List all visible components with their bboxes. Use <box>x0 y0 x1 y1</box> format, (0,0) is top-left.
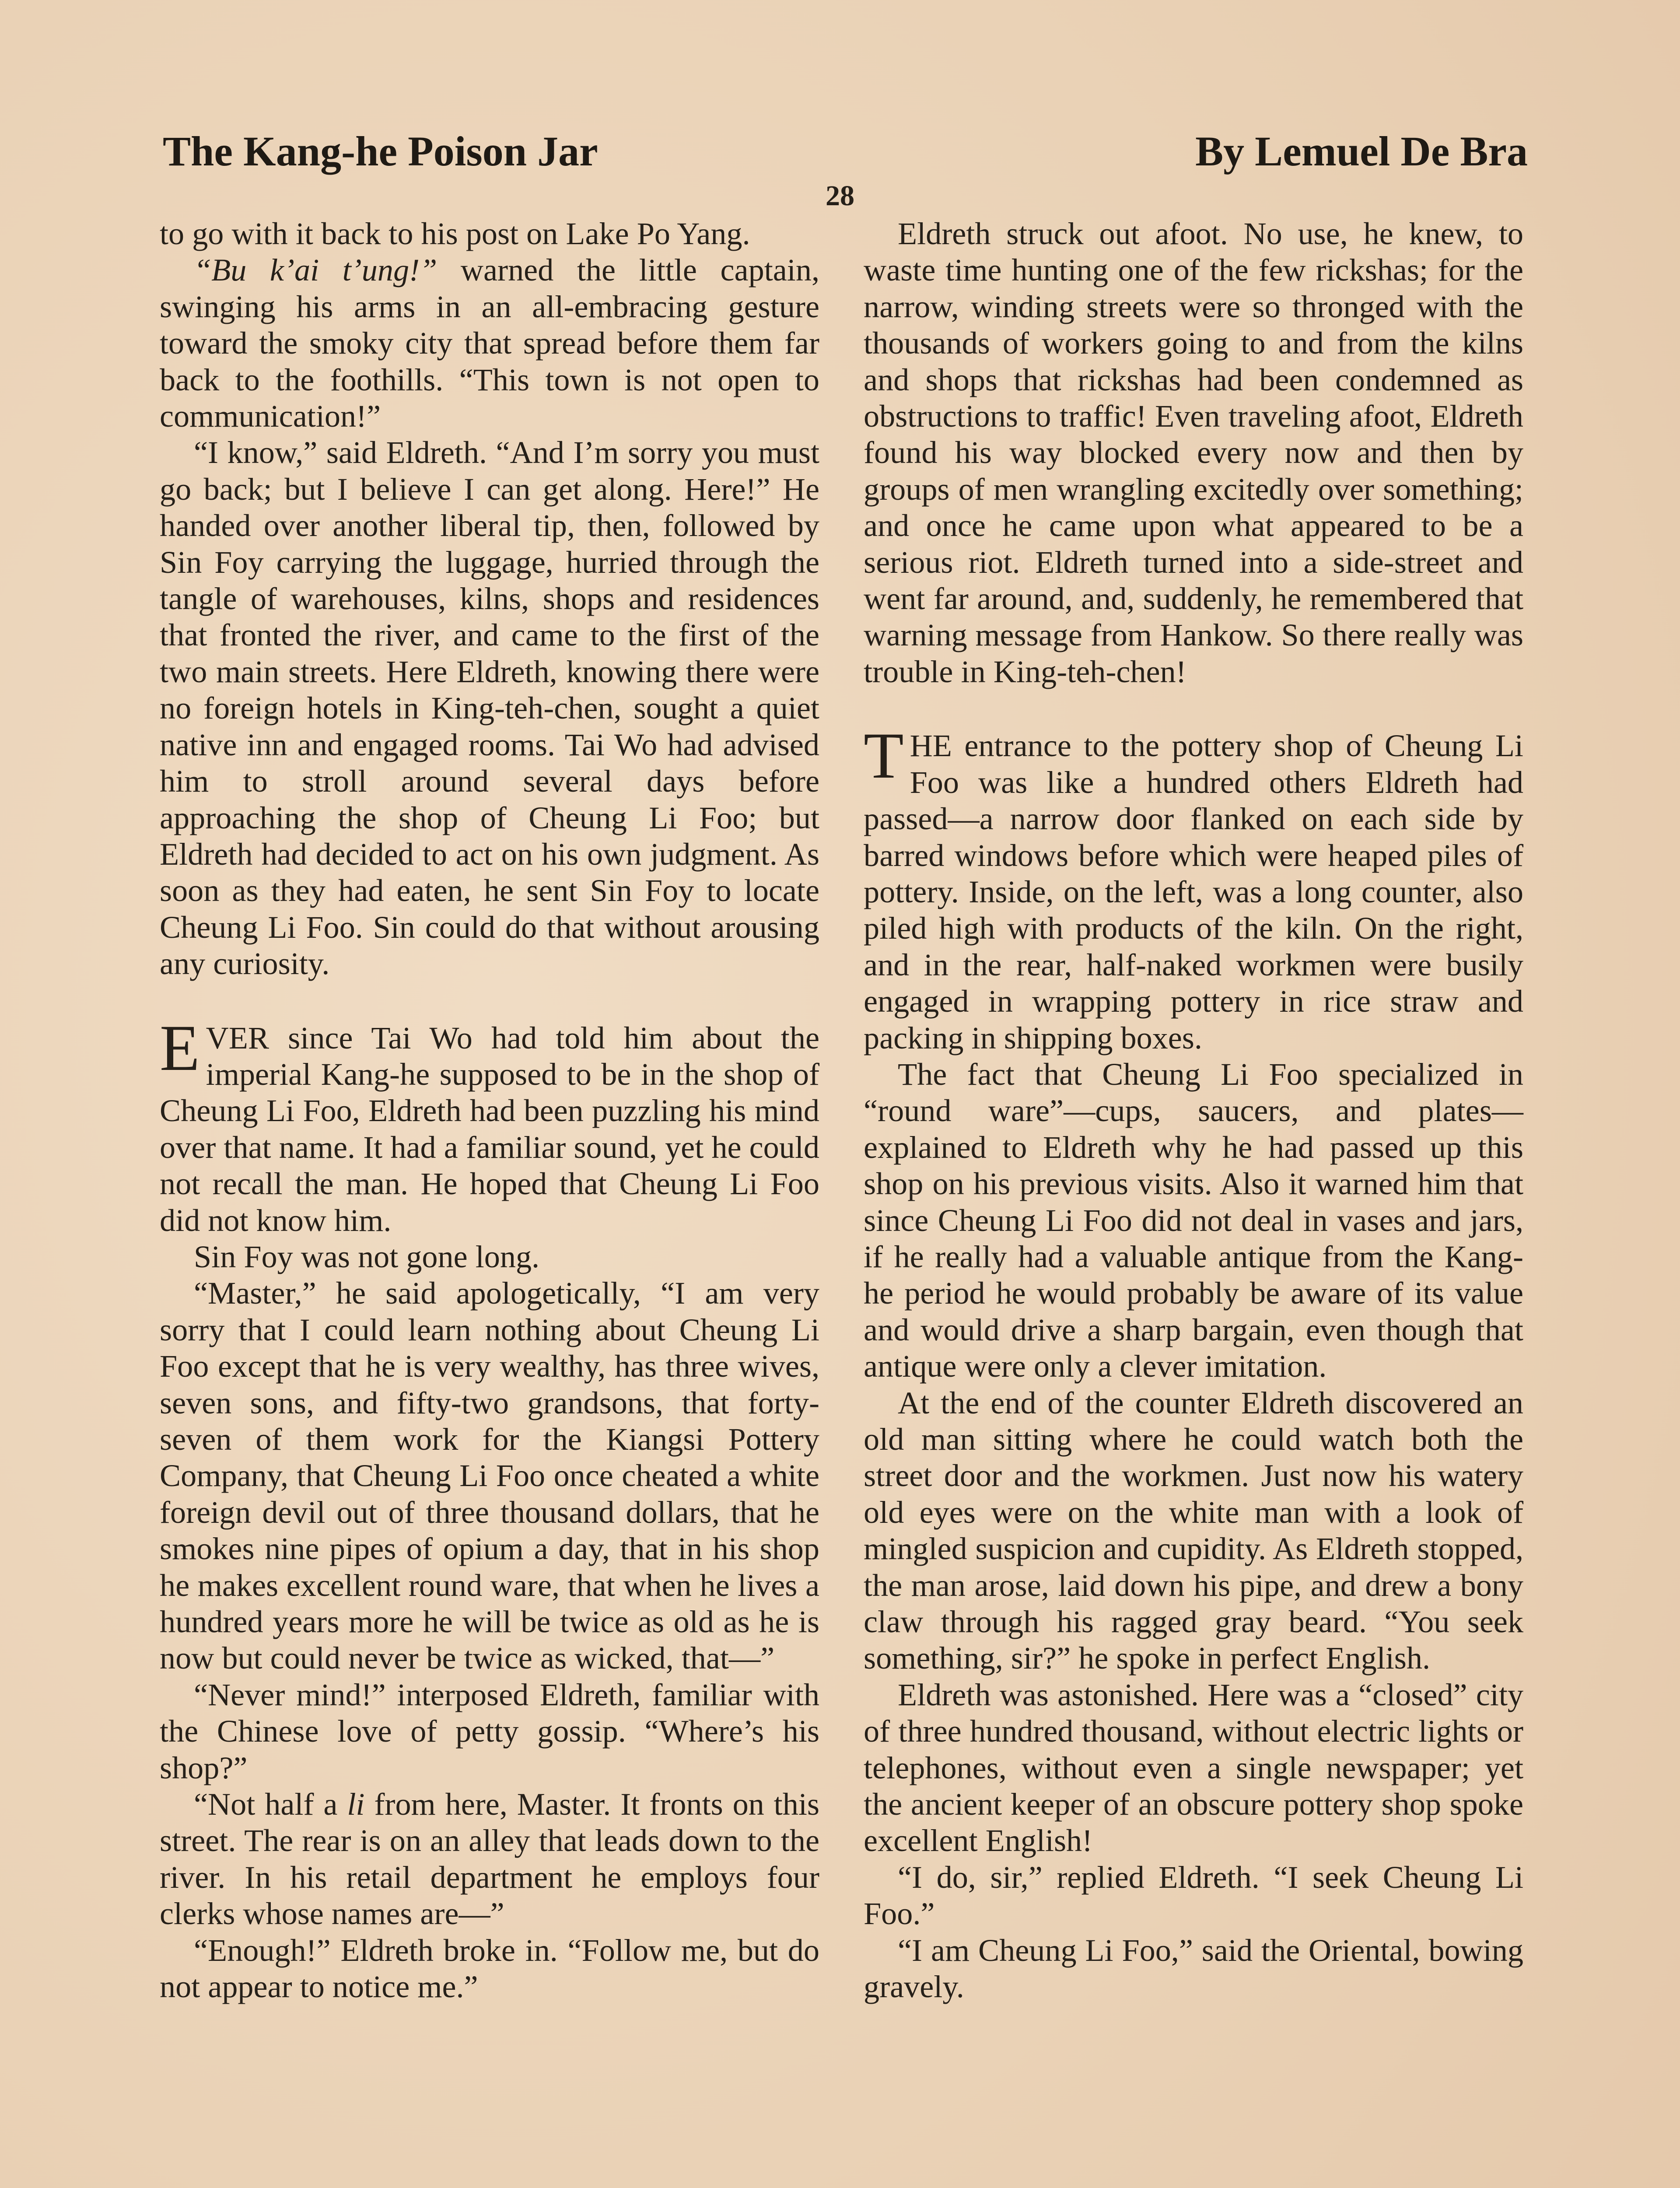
section-paragraph <box>160 1011 819 1239</box>
paragraph: “I am Cheung Li Foo,” said the Oriental, bowing gravely. <box>864 1932 1523 2005</box>
paragraph <box>160 1786 819 1932</box>
right-column <box>864 216 1523 2006</box>
small-caps-lead: HE <box>910 728 952 764</box>
paragraph: At the end of the counter Eldreth discovered an old man sitting where he could watch both the street door and the workmen. Just now his watery old eyes were on the white man with a look of mingled suspicion and cupidity. As Eldreth stopped, the man arose, laid down his pipe, and drew a bony claw through his ragged gray beard. “You seek something, sir?” he spoke in perfect English. <box>864 1385 1523 1676</box>
paragraph-text: “Not half a <box>194 1787 347 1822</box>
paragraph: Eldreth struck out afoot. No use, he knew, to waste time hunting one of the few rickshas; for the narrow, winding streets were so thronged with the thousands of workers going to and from the kilns and shops that rickshas had been condemned as obstructions to traffic! Even traveling afoot, Eldreth found his way blocked every now and then by groups of men wrangling excitedly over something; and once he came upon what appeared to be a serious riot. Eldreth turned into a side-street and went far around, and, suddenly, he remembered that warning message from Hankow. So there really was trouble in King-teh-chen! <box>864 216 1523 689</box>
paragraph: Sin Foy was not gone long. <box>194 1239 540 1274</box>
paragraph: “Enough!” Eldreth broke in. “Follow me, but do not appear to notice me.” <box>160 1932 819 2005</box>
drop-cap: T <box>864 719 904 792</box>
paragraph: “Never mind!” interposed Eldreth, familiar with the Chinese love of petty gossip. “Where’s his shop?” <box>160 1677 819 1785</box>
paragraph: Eldreth was astonished. Here was a “closed” city of three hundred thousand, without electric lights or telephones, without even a single newspaper; yet the ancient keeper of an obscure pottery shop spoke excellent English! <box>864 1677 1523 1858</box>
paragraph: “Master,” he said apologetically, “I am very sorry that I could learn nothing about Cheung Li Foo except that he is very wealthy, has three wives, seven sons, and fifty-two grandsons, that forty-seven of them work for the Kiangsi Pottery Company, that Cheung Li Foo once cheated a white foreign devil out of three thousand dollars, that he smokes nine pipes of opium a day, that in his shop he makes excellent round ware, that when he lives a hundred years more he will be twice as old as he is now but could never be twice as wicked, that—” <box>160 1276 819 1676</box>
section-paragraph <box>864 719 1523 1056</box>
paragraph: “I know,” said Eldreth. “And I’m sorry you must go back; but I believe I can get along. Here!” He handed over another liberal tip, then, followed by Sin Foy carrying the luggage, hurried through the tangle of warehouses, kilns, shops and residences that fronted the river, and came to the first of the two main streets. Here Eldreth, knowing there were no foreign hotels in King-teh-chen, sought a quiet native inn and engaged rooms. Tai Wo had advised him to stroll around several days before approaching the shop of Cheung Li Foo; but Eldreth had decided to act on his own judgment. As soon as they had eaten, he sent Sin Foy to locate Cheung Li Foo. Sin could do that without arousing any curiosity. <box>160 435 819 982</box>
left-column <box>160 216 819 2006</box>
paragraph <box>160 252 819 435</box>
paragraph-text: entrance to the pottery shop of Cheung Li Foo was like a hundred others Eldreth had passed—a narrow door flanked on each side by barred windows before which were heaped piles of pottery. Inside, on the left, was a long counter, also piled high with products of the kiln. On the right, and in the rear, half-naked workmen were busily engaged in wrapping pottery in rice straw and packing in shipping boxes. <box>864 728 1523 1055</box>
paragraph: “I do, sir,” replied Eldreth. “I seek Cheung Li Foo.” <box>864 1859 1523 1932</box>
paragraph-text: since Tai Wo had told him about the imperial Kang-he supposed to be in the shop of Cheung Li Foo, Eldreth had been puzzling his mind over that name. It had a familiar sound, yet he could not recall the man. He hoped that Cheung Li Foo did not know him. <box>160 1020 819 1238</box>
paragraph: to go with it back to his post on Lake Po Yang. <box>160 216 750 251</box>
page-number: 28 <box>826 180 854 212</box>
italic-text: li <box>347 1787 365 1822</box>
story-title: The Kang-he Poison Jar <box>163 128 598 175</box>
paragraph-text: warned the little captain, swinging his arms in an all-embracing gesture toward the smoky city that spread before them far back to the foothills. “This town is not open to communication!” <box>160 252 819 434</box>
paragraph-text: from here, Master. It fronts on this street. The rear is on an alley that leads down to the river. In his retail department he employs four clerks whose names are—” <box>160 1787 819 1932</box>
drop-cap: E <box>160 1011 200 1084</box>
small-caps-lead: VER <box>206 1020 270 1055</box>
paragraph: The fact that Cheung Li Foo specialized in “round ware”—cups, saucers, and plates—explained to Eldreth why he had passed up this shop on his previous visits. Also it warned him that since Cheung Li Foo did not deal in vases and jars, if he really had a valuable antique from the Kang-he period he would probably be aware of its value and would drive a sharp bargain, even though that antique were only a clever imitation. <box>864 1056 1523 1384</box>
story-author: By Lemuel De Bra <box>1195 128 1528 175</box>
italic-text: “Bu k’ai t’ung!” <box>194 252 438 288</box>
